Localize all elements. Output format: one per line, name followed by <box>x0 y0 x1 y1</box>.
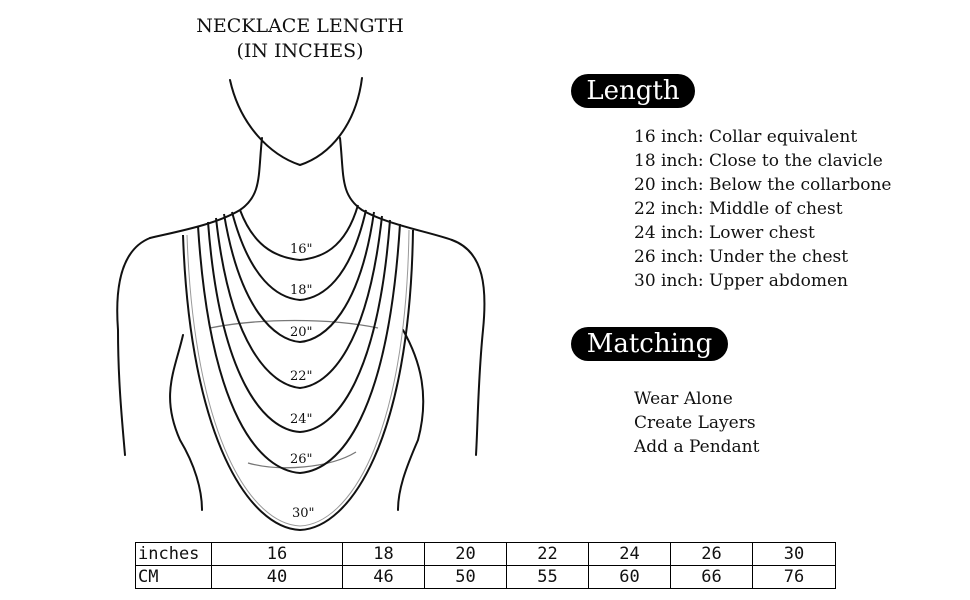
table-cell: inches <box>136 543 212 566</box>
necklace-label-30: 30" <box>292 506 315 521</box>
length-item: 24 inch: Lower chest <box>634 223 815 243</box>
size-conversion-table <box>135 542 836 589</box>
matching-item: Create Layers <box>634 413 756 433</box>
table-row <box>136 566 836 589</box>
table-cell: 24 <box>589 543 671 566</box>
necklace-label-22: 22" <box>290 369 313 384</box>
necklace-label-26: 26" <box>290 452 313 467</box>
necklace-label-24: 24" <box>290 412 313 427</box>
length-list <box>634 125 891 293</box>
table-cell: 66 <box>671 566 753 589</box>
right-arm-outline <box>452 240 485 455</box>
length-heading: Length <box>571 74 695 108</box>
necklace-label-18: 18" <box>290 283 313 298</box>
necklace-26 <box>198 224 400 473</box>
left-arm-outline <box>117 238 150 455</box>
table-cell: CM <box>136 566 212 589</box>
table-cell: 60 <box>589 566 671 589</box>
length-item: 20 inch: Below the collarbone <box>634 175 892 195</box>
table-cell: 22 <box>507 543 589 566</box>
length-item: 26 inch: Under the chest <box>634 247 849 267</box>
necklace-label-16: 16" <box>290 242 313 257</box>
table-cell: 55 <box>507 566 589 589</box>
table-row <box>136 543 836 566</box>
chart-title-line2: (IN INCHES) <box>236 40 364 62</box>
matching-item: Wear Alone <box>634 389 733 409</box>
table-cell: 76 <box>753 566 836 589</box>
length-item: 18 inch: Close to the clavicle <box>634 151 883 171</box>
table-cell: 16 <box>212 543 343 566</box>
chart-title-line1: NECKLACE LENGTH <box>196 15 404 37</box>
matching-heading: Matching <box>571 327 728 361</box>
table-cell: 46 <box>343 566 425 589</box>
table-cell: 50 <box>425 566 507 589</box>
length-item: 16 inch: Collar equivalent <box>634 127 858 147</box>
table-cell: 26 <box>671 543 753 566</box>
table-cell: 20 <box>425 543 507 566</box>
length-item: 22 inch: Middle of chest <box>634 199 843 219</box>
table-cell: 18 <box>343 543 425 566</box>
left-torso-outline <box>170 335 202 510</box>
neck-right-outline <box>340 138 452 240</box>
table-cell: 30 <box>753 543 836 566</box>
table-cell: 40 <box>212 566 343 589</box>
matching-item: Add a Pendant <box>634 437 760 457</box>
matching-list <box>634 387 759 459</box>
necklace-label-20: 20" <box>290 325 313 340</box>
length-item: 30 inch: Upper abdomen <box>634 271 848 291</box>
